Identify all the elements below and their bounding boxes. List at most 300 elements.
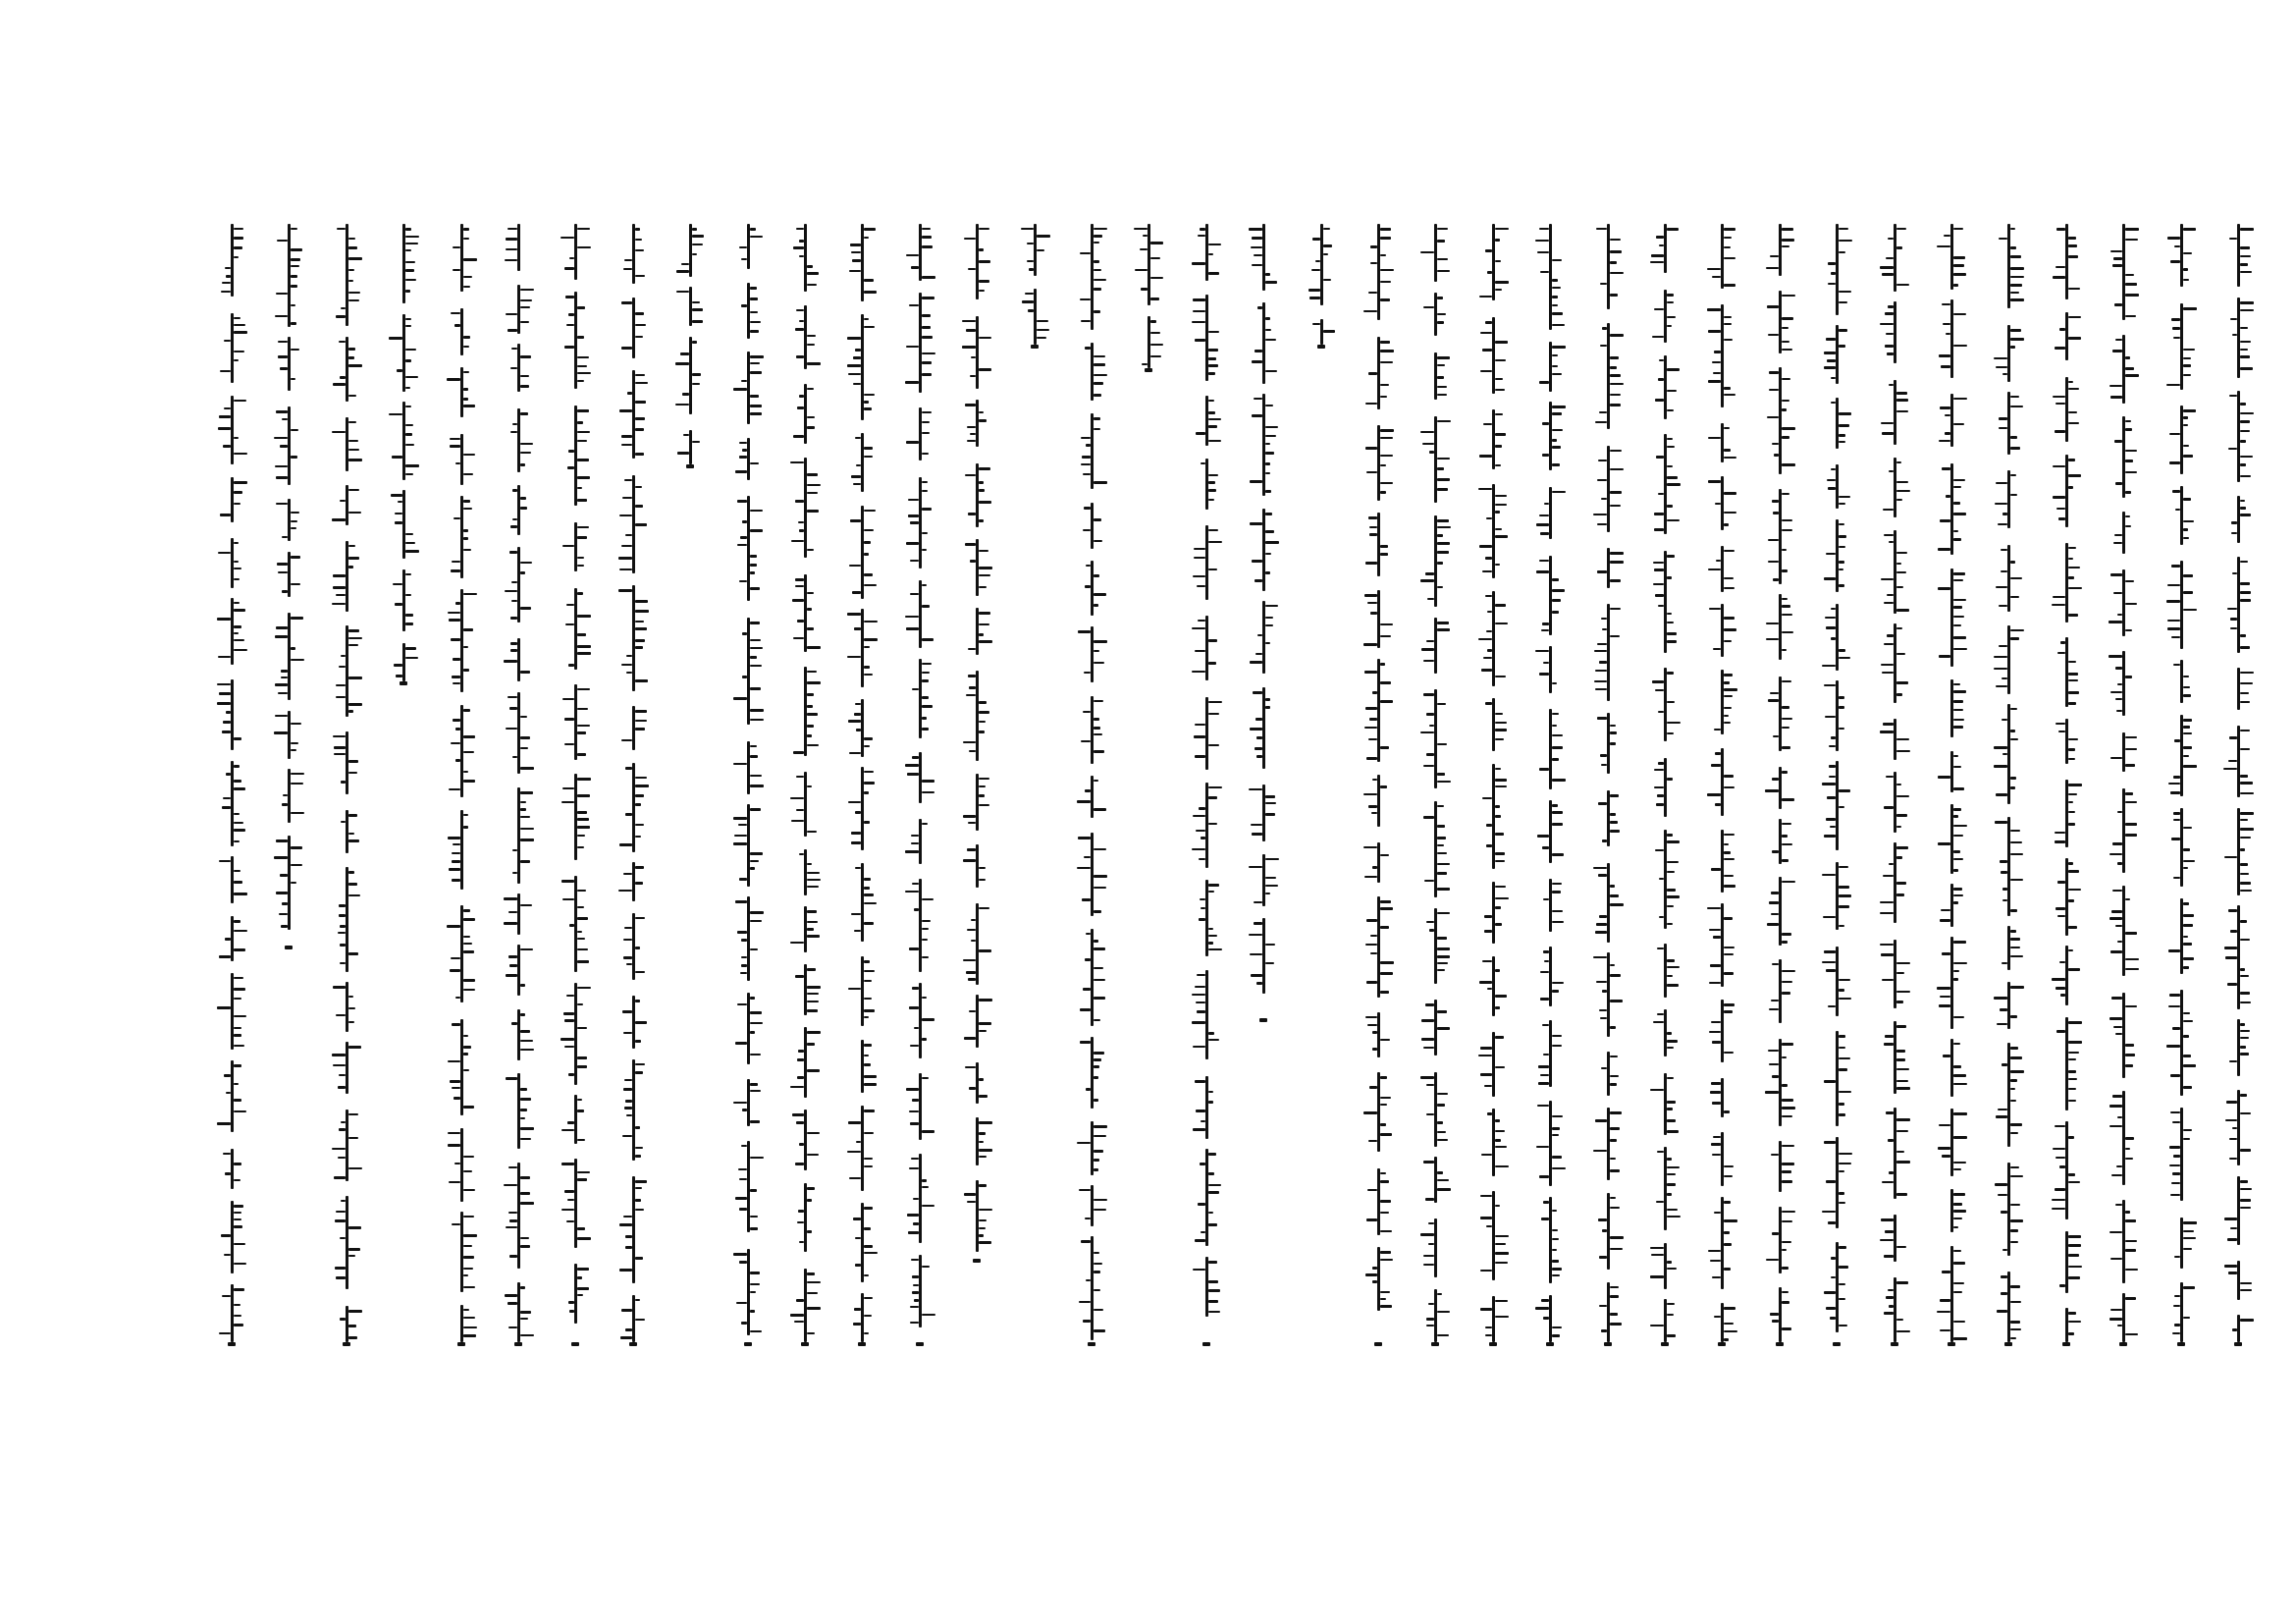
glyph-stroke <box>910 1122 919 1125</box>
glyph-stroke <box>348 839 359 842</box>
glyph-stroke <box>750 1054 761 1056</box>
glyph-stroke <box>463 1256 474 1259</box>
glyph-stroke <box>561 1038 574 1041</box>
glyph-stroke <box>1380 491 1386 494</box>
glyph-stroke <box>1552 910 1563 912</box>
glyph-stroke <box>1479 981 1492 984</box>
glyph-stroke <box>2183 252 2192 254</box>
glyph-stroke <box>2053 596 2065 598</box>
glyph-stroke <box>2125 580 2134 582</box>
glyph-stroke <box>1094 887 1106 889</box>
glyph-stroke <box>1938 548 1950 551</box>
glyph-stroke <box>807 1292 818 1294</box>
glyph-stroke <box>979 228 989 230</box>
glyph-stroke <box>1495 495 1507 497</box>
glyph-stroke <box>740 536 747 539</box>
glyph-stroke <box>1724 228 1735 231</box>
glyph-stroke <box>913 1284 919 1286</box>
glyph-stroke <box>807 1230 812 1233</box>
glyph-spine <box>1262 918 1265 994</box>
glyph-stroke <box>790 797 804 799</box>
glyph-stroke <box>1541 1299 1549 1302</box>
glyph-stroke <box>864 998 872 1000</box>
glyph-spine <box>1607 1052 1610 1096</box>
glyph-stroke <box>1495 779 1507 782</box>
glyph-stroke <box>621 301 632 304</box>
glyph-stroke <box>2173 819 2180 821</box>
glyph-stroke <box>1380 746 1389 749</box>
glyph-stroke <box>682 393 689 396</box>
glyph-stroke <box>1822 961 1836 963</box>
glyph-stroke <box>1839 568 1843 570</box>
glyph-stroke <box>1081 320 1091 322</box>
glyph-stroke <box>507 1302 517 1305</box>
glyph-stroke <box>1768 699 1779 702</box>
glyph-stroke <box>1953 766 1961 768</box>
glyph-stroke <box>1824 835 1836 838</box>
glyph-stroke <box>1552 365 1558 367</box>
glyph-stroke <box>1896 1151 1904 1153</box>
glyph-stroke <box>635 646 643 649</box>
glyph-stroke <box>2183 1035 2189 1038</box>
glyph-stroke <box>635 275 645 277</box>
glyph-stroke <box>625 534 632 536</box>
glyph-stroke <box>1368 292 1377 294</box>
glyph-stroke <box>2068 288 2080 290</box>
glyph-stroke <box>733 817 747 820</box>
glyph-stroke <box>1953 599 1966 601</box>
glyph-stroke <box>1942 952 1950 955</box>
glyph-stroke <box>451 569 460 572</box>
glyph-stroke <box>795 328 804 331</box>
glyph-stroke <box>291 512 299 514</box>
glyph-stroke <box>1265 329 1271 331</box>
glyph-stroke <box>217 683 231 685</box>
glyph-stroke <box>864 1132 874 1134</box>
glyph-stroke <box>1479 455 1492 458</box>
punctuation-mark <box>1776 1342 1784 1346</box>
glyph-stroke <box>1953 284 1958 287</box>
glyph-stroke <box>1437 519 1449 522</box>
glyph-stroke <box>1311 269 1320 271</box>
glyph-stroke <box>807 993 819 995</box>
glyph-stroke <box>1831 402 1836 404</box>
glyph-spine <box>1549 1020 1552 1087</box>
glyph-spine <box>2180 303 2183 390</box>
glyph-stroke <box>1896 972 1904 974</box>
glyph-spine <box>2237 557 2240 653</box>
glyph-stroke <box>1208 942 1213 945</box>
glyph-stroke <box>807 510 819 513</box>
glyph-spine <box>632 298 635 358</box>
glyph-stroke <box>864 401 869 404</box>
glyph-stroke <box>979 489 985 492</box>
glyph-stroke <box>1201 1231 1205 1233</box>
glyph-spine <box>1091 1185 1094 1226</box>
glyph-stroke <box>922 1038 927 1041</box>
glyph-stroke <box>405 473 413 475</box>
glyph-stroke <box>1896 1118 1910 1121</box>
glyph-stroke <box>1667 1101 1676 1104</box>
glyph-stroke <box>348 1021 354 1023</box>
glyph-stroke <box>2001 1211 2007 1214</box>
glyph-stroke <box>1999 645 2007 647</box>
glyph-stroke <box>2109 385 2122 387</box>
glyph-stroke <box>2068 1312 2076 1315</box>
glyph-spine <box>231 1284 234 1342</box>
glyph-stroke <box>234 453 247 455</box>
glyph-spine <box>1779 1287 1782 1342</box>
glyph-stroke <box>849 1177 861 1179</box>
glyph-stroke <box>234 1083 239 1085</box>
glyph-stroke <box>807 785 812 787</box>
glyph-stroke <box>963 741 976 743</box>
glyph-stroke <box>1839 496 1850 498</box>
glyph-stroke <box>234 920 240 923</box>
glyph-stroke <box>332 431 346 433</box>
glyph-stroke <box>849 270 861 272</box>
glyph-spine <box>804 305 807 369</box>
glyph-stroke <box>1552 1326 1562 1328</box>
glyph-stroke <box>1593 514 1607 515</box>
glyph-stroke <box>1831 1276 1836 1278</box>
glyph-stroke <box>1380 907 1393 910</box>
glyph-stroke <box>2174 245 2180 247</box>
glyph-stroke <box>1839 412 1851 415</box>
glyph-stroke <box>2068 614 2078 617</box>
glyph-stroke <box>1423 816 1434 819</box>
glyph-stroke <box>750 412 762 415</box>
glyph-stroke <box>1610 830 1620 833</box>
glyph-stroke <box>455 602 460 605</box>
glyph-stroke <box>922 326 931 329</box>
glyph-stroke <box>1896 681 1908 684</box>
glyph-stroke <box>336 1014 346 1016</box>
glyph-stroke <box>1708 437 1721 439</box>
glyph-stroke <box>2116 710 2122 712</box>
glyph-stroke <box>291 882 296 884</box>
glyph-stroke <box>1822 783 1836 785</box>
glyph-stroke <box>1896 826 1901 828</box>
glyph-stroke <box>234 1263 246 1265</box>
glyph-stroke <box>1724 834 1735 836</box>
glyph-stroke <box>1029 268 1034 271</box>
glyph-stroke <box>2230 930 2237 933</box>
glyph-stroke <box>799 320 804 322</box>
glyph-stroke <box>2112 890 2122 892</box>
glyph-stroke <box>1437 467 1444 470</box>
glyph-stroke <box>1094 640 1107 643</box>
glyph-stroke <box>1552 1035 1562 1037</box>
glyph-stroke <box>635 401 646 404</box>
glyph-stroke <box>2010 255 2021 258</box>
glyph-stroke <box>1094 1309 1103 1311</box>
glyph-stroke <box>1536 523 1549 526</box>
glyph-stroke <box>348 1325 356 1327</box>
glyph-stroke <box>795 585 804 587</box>
glyph-stroke <box>463 1326 477 1328</box>
glyph-stroke <box>275 315 288 317</box>
glyph-stroke <box>1437 542 1450 545</box>
glyph-stroke <box>2174 739 2180 742</box>
glyph-stroke <box>565 296 574 298</box>
glyph-spine <box>1205 783 1208 868</box>
glyph-spine <box>1664 1073 1667 1135</box>
glyph-stroke <box>733 842 747 845</box>
glyph-stroke <box>2183 574 2193 577</box>
glyph-spine <box>346 417 348 471</box>
glyph-stroke <box>2114 303 2122 306</box>
glyph-stroke <box>750 911 764 914</box>
glyph-spine <box>1492 1296 1495 1342</box>
glyph-stroke <box>217 1006 231 1009</box>
glyph-stroke <box>1150 320 1156 323</box>
glyph-stroke <box>971 356 976 358</box>
glyph-stroke <box>1827 796 1836 799</box>
glyph-stroke <box>1094 1058 1101 1061</box>
glyph-stroke <box>2240 646 2250 649</box>
glyph-stroke <box>450 1080 460 1083</box>
glyph-stroke <box>618 589 632 592</box>
glyph-spine <box>919 293 922 393</box>
glyph-stroke <box>1094 1263 1102 1265</box>
glyph-stroke <box>1667 1183 1676 1186</box>
glyph-stroke <box>1094 518 1101 521</box>
glyph-stroke <box>222 282 231 284</box>
glyph-stroke <box>234 1015 246 1017</box>
glyph-spine <box>517 485 520 535</box>
glyph-stroke <box>853 356 861 359</box>
glyph-stroke <box>291 265 299 267</box>
glyph-stroke <box>1544 960 1549 962</box>
glyph-stroke <box>1724 1231 1730 1234</box>
glyph-stroke <box>1552 734 1563 736</box>
glyph-stroke <box>2230 318 2237 320</box>
glyph-stroke <box>2010 1301 2021 1303</box>
glyph-stroke <box>451 312 460 314</box>
glyph-stroke <box>967 440 976 442</box>
glyph-stroke <box>1839 728 1844 730</box>
glyph-stroke <box>1201 462 1205 464</box>
glyph-stroke <box>291 659 304 661</box>
glyph-stroke <box>564 718 574 721</box>
glyph-stroke <box>1896 609 1909 612</box>
glyph-stroke <box>1823 916 1836 918</box>
glyph-stroke <box>509 551 517 554</box>
glyph-spine <box>1492 882 1495 944</box>
glyph-stroke <box>964 238 976 240</box>
glyph-stroke <box>1953 815 1958 818</box>
glyph-stroke <box>1831 468 1836 470</box>
glyph-spine <box>231 1149 234 1189</box>
glyph-stroke <box>1896 1193 1907 1196</box>
glyph-stroke <box>2010 1088 2015 1090</box>
glyph-stroke <box>2125 239 2138 241</box>
glyph-stroke <box>1543 950 1549 953</box>
glyph-stroke <box>234 1315 241 1317</box>
glyph-stroke <box>2115 482 2122 485</box>
glyph-stroke <box>1782 992 1790 995</box>
glyph-stroke <box>1667 505 1673 508</box>
glyph-stroke <box>568 450 574 453</box>
glyph-stroke <box>2117 862 2122 865</box>
glyph-stroke <box>1610 239 1621 241</box>
glyph-stroke <box>1420 251 1434 253</box>
glyph-stroke <box>1652 680 1664 683</box>
glyph-stroke <box>1667 1119 1676 1122</box>
glyph-stroke <box>750 1031 755 1034</box>
glyph-stroke <box>2068 1276 2080 1279</box>
glyph-stroke <box>1426 640 1434 642</box>
glyph-stroke <box>1839 657 1850 659</box>
glyph-stroke <box>1610 383 1624 385</box>
glyph-stroke <box>2224 856 2237 858</box>
glyph-stroke <box>1953 970 1959 972</box>
glyph-stroke <box>1094 382 1103 385</box>
glyph-stroke <box>512 518 517 520</box>
glyph-stroke <box>2240 440 2246 443</box>
glyph-stroke <box>2171 318 2180 321</box>
glyph-stroke <box>2125 629 2132 631</box>
glyph-stroke <box>348 557 359 560</box>
glyph-stroke <box>750 371 762 374</box>
glyph-stroke <box>1945 432 1950 435</box>
text-column <box>1135 224 1164 368</box>
glyph-stroke <box>922 791 934 793</box>
glyph-stroke <box>2113 257 2122 260</box>
glyph-stroke <box>1437 258 1448 260</box>
glyph-stroke <box>1094 1125 1107 1128</box>
glyph-stroke <box>1037 235 1050 238</box>
glyph-stroke <box>1552 373 1562 375</box>
glyph-stroke <box>2240 403 2246 406</box>
glyph-stroke <box>1200 1163 1205 1165</box>
glyph-stroke <box>2068 1041 2082 1044</box>
glyph-stroke <box>1782 549 1787 551</box>
glyph-stroke <box>1094 235 1102 238</box>
glyph-stroke <box>807 627 814 630</box>
glyph-stroke <box>619 843 632 846</box>
glyph-stroke <box>1552 259 1562 261</box>
glyph-stroke <box>2068 1235 2081 1238</box>
glyph-stroke <box>1884 534 1894 536</box>
glyph-spine <box>460 367 463 417</box>
glyph-stroke <box>281 670 288 673</box>
glyph-stroke <box>635 239 642 241</box>
glyph-stroke <box>1595 931 1607 934</box>
glyph-stroke <box>1495 1300 1508 1302</box>
glyph-stroke <box>1364 671 1377 674</box>
glyph-stroke <box>1708 1250 1721 1252</box>
glyph-stroke <box>234 765 240 768</box>
glyph-stroke <box>405 550 419 553</box>
glyph-stroke <box>234 870 240 872</box>
glyph-stroke <box>1495 1316 1509 1318</box>
glyph-stroke <box>852 259 861 262</box>
glyph-stroke <box>635 382 648 384</box>
glyph-stroke <box>1598 874 1607 877</box>
glyph-spine <box>231 973 234 1050</box>
glyph-stroke <box>807 910 817 913</box>
glyph-stroke <box>2229 736 2237 739</box>
glyph-stroke <box>520 1311 531 1314</box>
glyph-stroke <box>1650 261 1664 263</box>
glyph-stroke <box>864 878 871 881</box>
glyph-stroke <box>463 1156 474 1158</box>
glyph-stroke <box>1839 434 1845 437</box>
glyph-stroke <box>1265 858 1279 860</box>
glyph-spine <box>1894 380 1896 445</box>
glyph-stroke <box>1083 711 1091 713</box>
glyph-stroke <box>750 311 758 313</box>
glyph-stroke <box>795 1163 804 1165</box>
glyph-stroke <box>922 705 933 708</box>
glyph-stroke <box>520 1127 534 1130</box>
glyph-spine <box>574 588 577 670</box>
glyph-stroke <box>1996 1115 2007 1118</box>
punctuation-mark <box>2004 1342 2012 1346</box>
glyph-stroke <box>979 290 985 292</box>
glyph-stroke <box>452 1087 460 1089</box>
glyph-stroke <box>512 872 517 874</box>
glyph-stroke <box>1885 345 1894 348</box>
glyph-stroke <box>1037 329 1049 331</box>
glyph-stroke <box>1495 289 1502 291</box>
glyph-stroke <box>1208 440 1221 442</box>
glyph-stroke <box>1946 495 1950 498</box>
glyph-stroke <box>1437 364 1445 366</box>
glyph-stroke <box>1953 1074 1966 1077</box>
glyph-stroke <box>1943 1055 1950 1057</box>
glyph-stroke <box>520 984 525 987</box>
glyph-stroke <box>1610 491 1622 494</box>
glyph-stroke <box>291 378 295 380</box>
glyph-stroke <box>1953 530 1958 532</box>
glyph-spine <box>1836 604 1839 671</box>
glyph-stroke <box>864 573 873 576</box>
glyph-stroke <box>1839 535 1846 538</box>
glyph-stroke <box>1437 228 1448 230</box>
glyph-stroke <box>1380 1097 1391 1099</box>
glyph-spine <box>1950 394 1953 447</box>
glyph-stroke <box>1886 257 1894 259</box>
glyph-stroke <box>1256 755 1262 758</box>
glyph-spine <box>1894 940 1896 1008</box>
glyph-stroke <box>965 1066 976 1068</box>
glyph-stroke <box>276 476 288 479</box>
glyph-stroke <box>565 623 574 625</box>
glyph-stroke <box>291 749 296 751</box>
glyph-stroke <box>2125 1297 2136 1300</box>
glyph-stroke <box>577 565 584 567</box>
glyph-stroke <box>1724 246 1731 248</box>
glyph-stroke <box>2001 1292 2007 1295</box>
glyph-stroke <box>2166 384 2180 386</box>
glyph-stroke <box>1265 802 1276 804</box>
glyph-stroke <box>348 644 358 646</box>
glyph-stroke <box>234 840 240 842</box>
glyph-stroke <box>1425 1198 1434 1201</box>
glyph-stroke <box>1953 1193 1965 1196</box>
glyph-stroke <box>1437 844 1444 846</box>
glyph-stroke <box>2240 1180 2248 1183</box>
glyph-stroke <box>922 421 930 423</box>
glyph-stroke <box>2240 500 2245 502</box>
glyph-stroke <box>979 1141 984 1143</box>
glyph-stroke <box>1839 894 1851 897</box>
glyph-stroke <box>234 317 240 319</box>
glyph-stroke <box>348 883 357 886</box>
